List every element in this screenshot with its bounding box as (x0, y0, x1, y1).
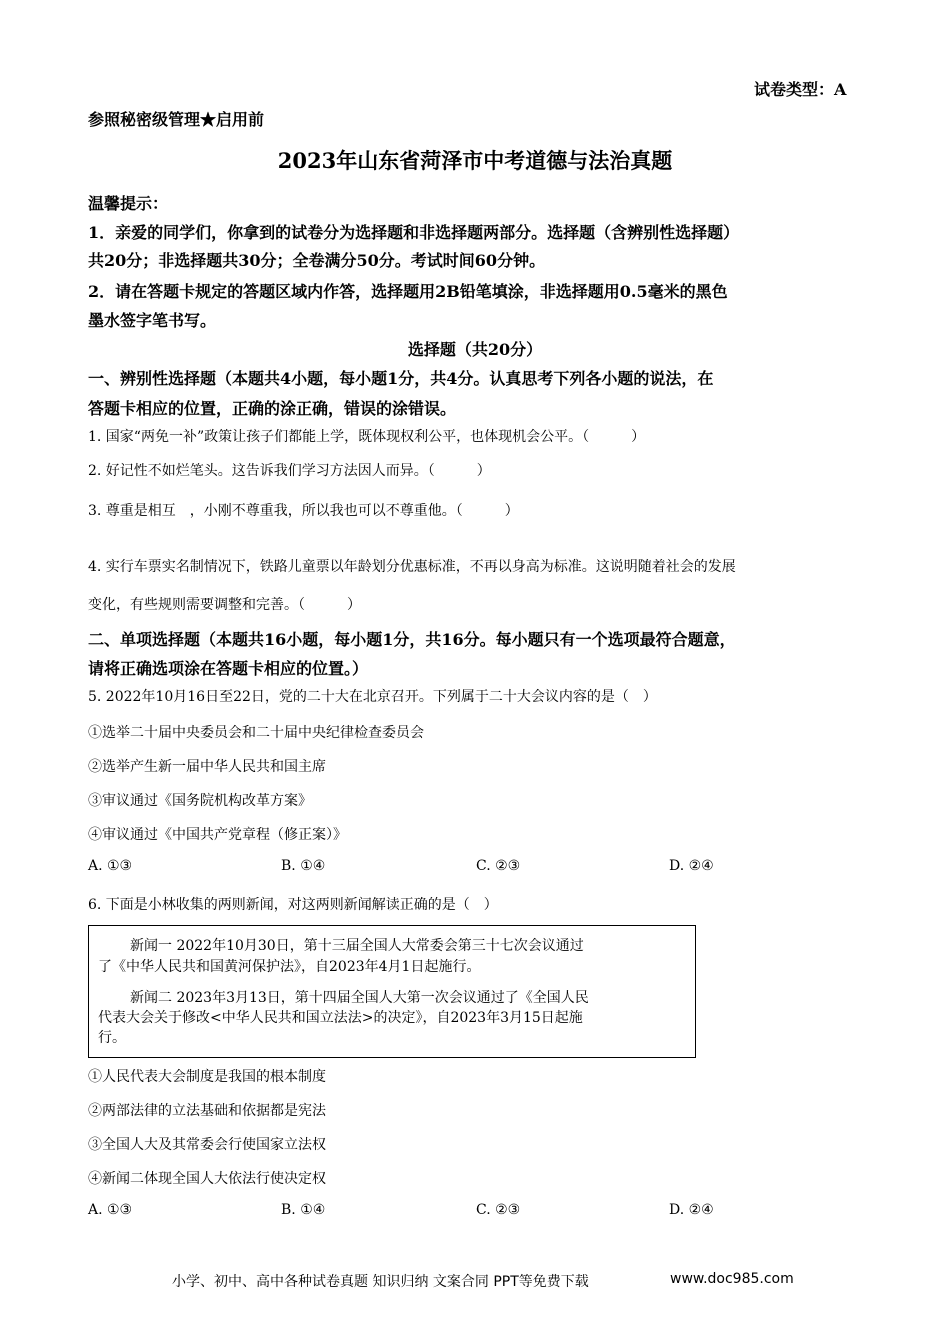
tips-item1-line1: 1．亲爱的同学们，你拿到的试卷分为选择题和非选择题两部分。选择题（含辨别性选择题） (88, 223, 740, 242)
question-6-item: ③全国人大及其常委会行使国家立法权 (88, 1137, 326, 1153)
question-1: 1. 国家“两免一补”政策让孩子们都能上学，既体现权利公平，也体现机会公平。（ ） (88, 429, 646, 445)
question-6-option-d: D. ②④ (669, 1202, 714, 1218)
question-5-item: ②选举产生新一届中华人民共和国主席 (88, 759, 326, 775)
question-6-item: ④新闻二体现全国人大依法行使决定权 (88, 1171, 326, 1187)
part1-heading-line2: 答题卡相应的位置，正确的涂正确，错误的涂错误。 (88, 399, 457, 418)
section-choice-heading: 选择题（共20分） (407, 340, 543, 359)
question-5-option-b: B. ①④ (281, 858, 326, 874)
question-6-stem: 6. 下面是小林收集的两则新闻，对这两则新闻解读正确的是（ ） (88, 897, 498, 913)
question-5-item: ①选举二十届中央委员会和二十届中央纪律检查委员会 (88, 725, 424, 741)
question-4-line2: 变化，有些规则需要调整和完善。（ ） (88, 597, 361, 613)
news2-line2: 代表大会关于修改<中华人民共和国立法法>的决定》，自2023年3月15日起施 (98, 1010, 583, 1026)
part2-heading-line1: 二、单项选择题（本题共16小题，每小题1分，共16分。每小题只有一个选项最符合题意， (88, 630, 736, 649)
question-6-option-b: B. ①④ (281, 1202, 326, 1218)
question-6-option-a: A. ①③ (88, 1202, 133, 1218)
part2-heading-line2: 请将正确选项涂在答题卡相应的位置。） (88, 659, 369, 678)
question-5-option-c: C. ②③ (476, 858, 521, 874)
question-6-item: ①人民代表大会制度是我国的根本制度 (88, 1069, 326, 1085)
tips-heading: 温馨提示： (88, 194, 169, 213)
question-3: 3. 尊重是相互 ，小刚不尊重我，所以我也可以不尊重他。（ ） (88, 503, 519, 519)
question-6-item: ②两部法律的立法基础和依据都是宪法 (88, 1103, 326, 1119)
footer-url[interactable]: www.doc985.com (670, 1271, 794, 1287)
question-5-item: ③审议通过《国务院机构改革方案》 (88, 793, 312, 809)
news1-line1: 新闻一 2022年10月30日，第十三届全国人大常委会第三十七次会议通过 (130, 938, 584, 954)
tips-item2-line2: 墨水签字笔书写。 (88, 311, 217, 330)
question-4-line1: 4. 实行车票实名制情况下，铁路儿童票以年龄划分优惠标准，不再以身高为标准。这说明随着社会的发展 (88, 559, 736, 575)
question-2: 2. 好记性不如烂笔头。这告诉我们学习方法因人而异。（ ） (88, 463, 491, 479)
confidential-label: 参照秘密级管理★启用前 (88, 110, 265, 129)
news2-line3: 行。 (98, 1030, 126, 1046)
news2-line1: 新闻二 2023年3月13日，第十四届全国人大第一次会议通过了《全国人民 (130, 990, 589, 1006)
question-5-stem: 5. 2022年10月16日至22日，党的二十大在北京召开。下列属于二十大会议内容的是（ ） (88, 689, 657, 705)
question-5-option-a: A. ①③ (88, 858, 133, 874)
part1-heading-line1: 一、辨别性选择题（本题共4小题，每小题1分，共4分。认真思考下列各小题的说法，在 (88, 369, 714, 388)
paper-type: 试卷类型：A (754, 80, 847, 99)
page-title: 2023年山东省菏泽市中考道德与法治真题 (277, 148, 673, 173)
footer-text: 小学、初中、高中各种试卷真题 知识归纳 文案合同 PPT等免费下载 (172, 1274, 589, 1290)
tips-item2-line1: 2．请在答题卡规定的答题区域内作答，选择题用2B铅笔填涂，非选择题用0.5毫米的黑色 (88, 282, 728, 301)
question-5-option-d: D. ②④ (669, 858, 714, 874)
news1-line2: 了《中华人民共和国黄河保护法》，自2023年4月1日起施行。 (98, 959, 481, 975)
question-6-option-c: C. ②③ (476, 1202, 521, 1218)
question-5-item: ④审议通过《中国共产党章程（修正案）》 (88, 827, 347, 843)
tips-item1-line2: 共20分；非选择题共30分；全卷满分50分。考试时间60分钟。 (88, 251, 546, 270)
